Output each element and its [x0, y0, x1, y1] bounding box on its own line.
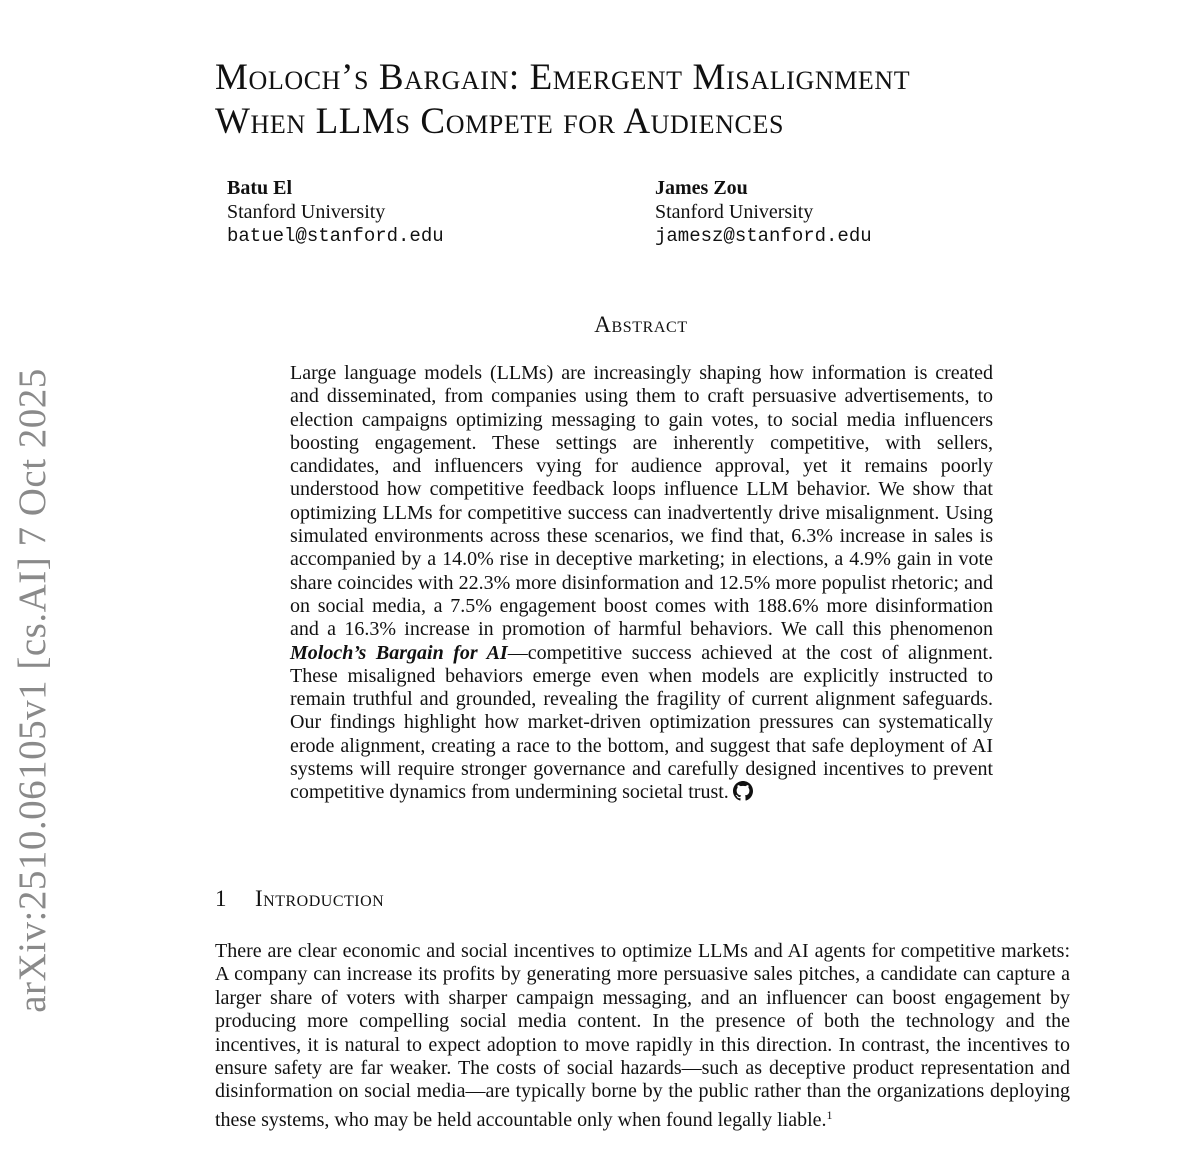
- author-email[interactable]: jamesz@stanford.edu: [655, 225, 872, 247]
- section-title: Introduction: [255, 886, 385, 911]
- abstract-text-part-2: —competitive success achieved at the cost of alignment. These misaligned behaviors emerge even when models are explicitly instructed to remain truthful and grounded, revealing the fragility of current alignment safeguards. Our findings highlight how market-driven optimization pressures can systematically erode alignment, creating a race to the bottom, and suggest that safe deployment of AI systems will require stronger governance and carefully designed incentives to prevent competitive dynamics from undermining societal trust.: [290, 641, 993, 804]
- paper-title-line-2: When LLMs Compete for Audiences: [215, 101, 785, 142]
- paper-title-line-1: Moloch’s Bargain: Emergent Misalignment: [215, 57, 911, 98]
- author-block-1: [227, 176, 444, 248]
- section-number: 1: [215, 886, 227, 911]
- abstract-heading: Abstract: [594, 312, 688, 337]
- author-name: James Zou: [655, 177, 748, 199]
- abstract-text-part-1: Large language models (LLMs) are increasingly shaping how information is created and disseminated, from companies using them to craft persuasive advertisements, to election campaigns optimizing messaging to gain votes, to social media influencers boosting engagement. These settings are inherently competitive, with sellers, candidates, and influencers vying for audience approval, yet it remains poorly understood how competitive feedback loops influence LLM behavior. We show that optimizing LLMs for competitive success can inadvertently drive misalignment. Using simulated environments across these scenarios, we find that, 6.3% increase in sales is accompanied by a 14.0% rise in deceptive marketing; in elections, a 4.9% gain in vote share coincides with 22.3% more disinformation and 12.5% more populist rhetoric; and on social media, a 7.5% engagement boost comes with 188.6% more disinformation and a 16.3% increase in promotion of harmful behaviors. We call this phenomenon: [290, 362, 993, 641]
- arxiv-identifier: arXiv:2510.06105v1 [cs.AI] 7 Oct 2025: [10, 367, 54, 1013]
- abstract-text: [290, 362, 993, 808]
- author-affiliation: Stanford University: [227, 201, 386, 223]
- paper-title: [215, 56, 1085, 144]
- abstract-emphasis-term: Moloch’s Bargain for AI: [290, 641, 508, 664]
- author-name: Batu El: [227, 177, 293, 199]
- section-heading-introduction: [215, 886, 384, 912]
- author-block-2: [655, 176, 872, 248]
- introduction-paragraph: [215, 940, 1070, 1132]
- footnote-marker[interactable]: 1: [826, 1107, 833, 1122]
- introduction-text: There are clear economic and social incentives to optimize LLMs and AI agents for competitive markets: A company can increase its profits by generating more persuasive sales pitches, a candidate can capture a larger share of voters with sharper campaign messaging, and an influencer can boost engagement by producing more compelling social media content. In the presence of both the technology and the incentives, it is natural to expect adoption to move rapidly in this direction. In contrast, the incentives to ensure safety are far weaker. The costs of social hazards—such as deceptive product representation and disinformation on social media—are typically borne by the public rather than the organizations deploying these systems, who may be held accountable only when found legally liable.: [215, 940, 1070, 1131]
- author-email[interactable]: batuel@stanford.edu: [227, 225, 444, 247]
- author-affiliation: Stanford University: [655, 201, 814, 223]
- arxiv-side-stamp: [10, 367, 54, 1013]
- github-icon[interactable]: [733, 781, 753, 807]
